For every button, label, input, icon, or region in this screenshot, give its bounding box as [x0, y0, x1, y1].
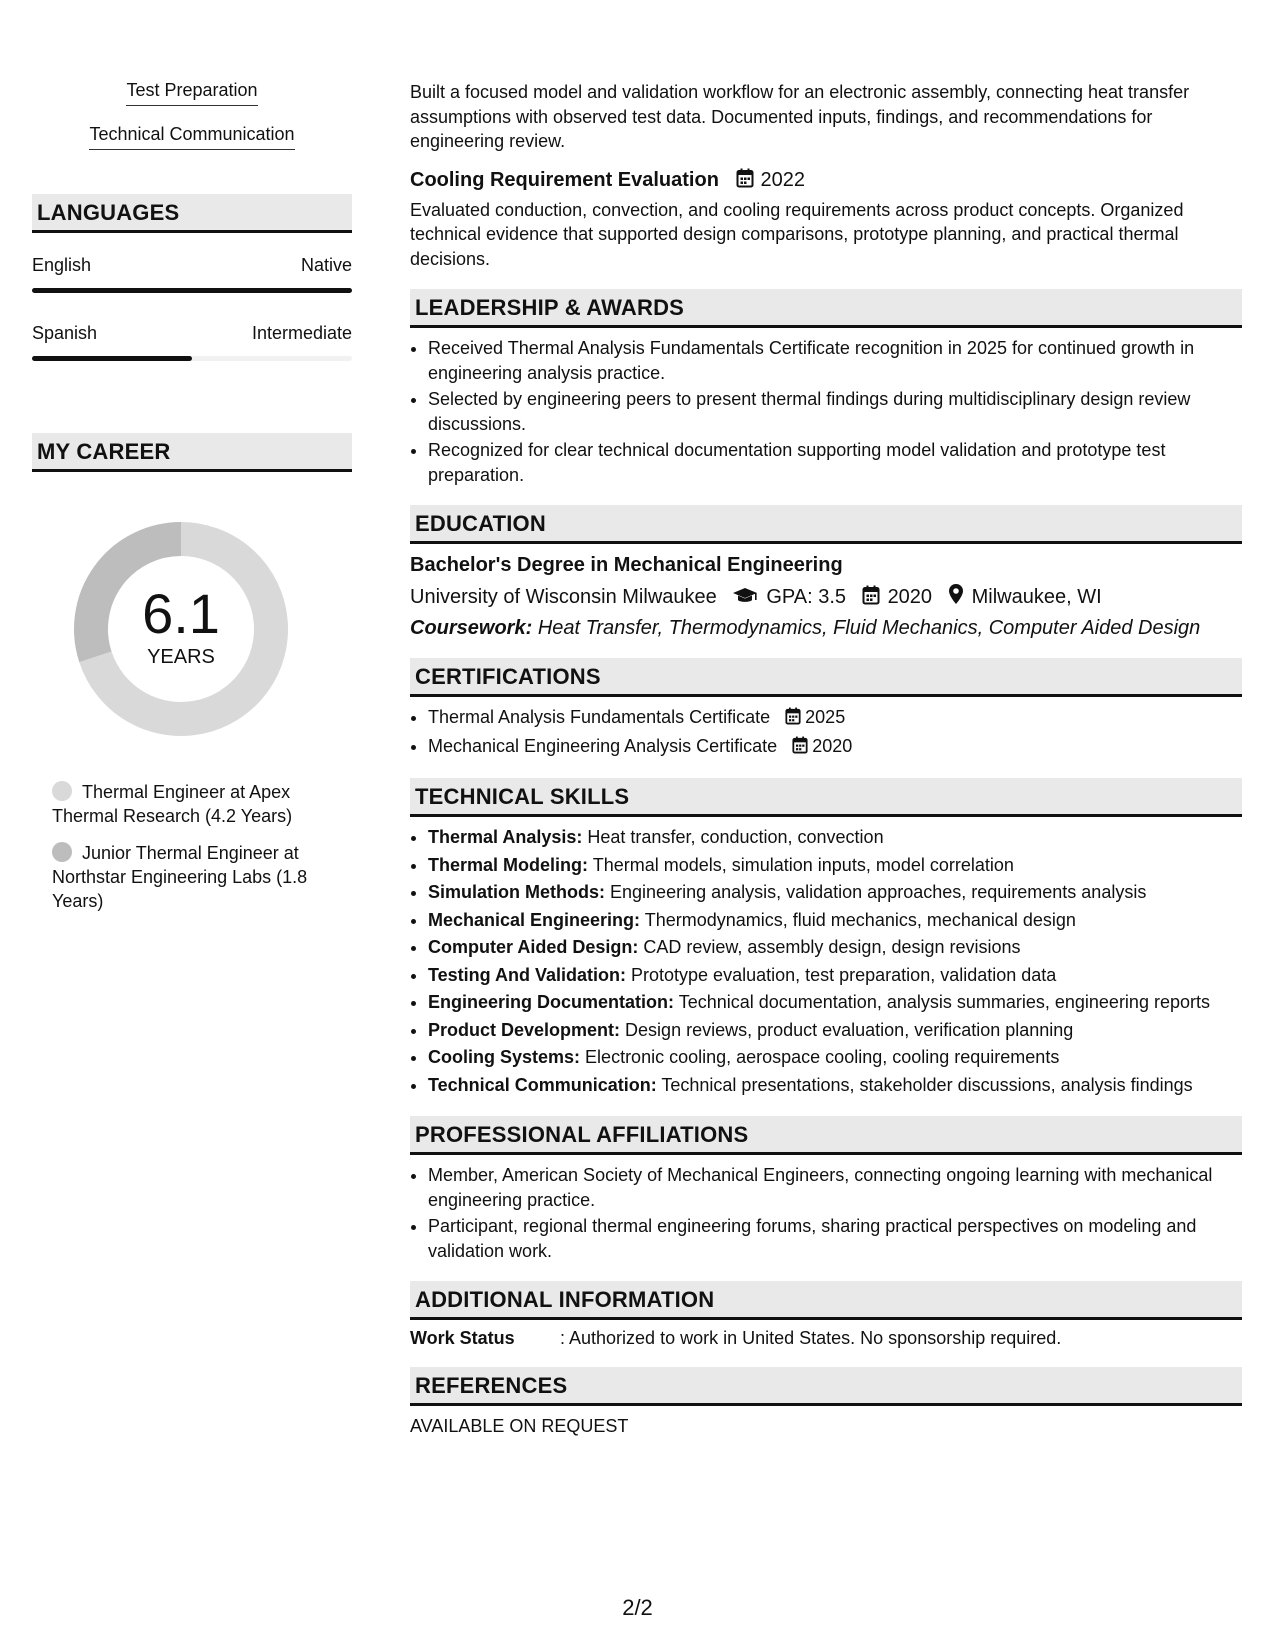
calendar-icon — [862, 585, 880, 611]
list-item: • Thermal Modeling: Thermal models, simulation inputs, model correlation — [428, 853, 1242, 879]
page-number: 2/2 — [622, 1595, 653, 1620]
coursework: Coursework: Heat Transfer, Thermodynamics, Fluid Mechanics, Computer Aided Design — [410, 617, 1201, 639]
list-item: • Recognized for clear technical documentation supporting model validation and prototype test preparation. — [428, 438, 1242, 487]
calendar-icon — [785, 707, 801, 732]
education-heading: EDUCATION — [410, 505, 1242, 544]
career-legend — [32, 780, 352, 913]
career-legend-item: Thermal Engineer at Apex Thermal Research (4.2 Years) — [52, 782, 293, 826]
leadership-heading: LEADERSHIP & AWARDS — [410, 289, 1242, 328]
school-location: Milwaukee, WI — [971, 586, 1102, 608]
affiliations-list — [410, 1163, 1242, 1263]
list-item: • Testing And Validation: Prototype evaluation, test preparation, validation data — [428, 963, 1242, 989]
language-bar — [32, 288, 352, 293]
list-item: • Participant, regional thermal engineering forums, sharing practical perspectives on modeling and validation work. — [428, 1214, 1242, 1263]
list-item: • Selected by engineering peers to present thermal findings during multidisciplinary design review discussions. — [428, 387, 1242, 436]
list-item: • Technical Communication: Technical presentations, stakeholder discussions, analysis findings — [428, 1073, 1242, 1099]
career-total-years: 6.1 — [142, 582, 220, 645]
school-name: University of Wisconsin Milwaukee — [410, 586, 717, 608]
list-item: • Computer Aided Design: CAD review, assembly design, design revisions — [428, 935, 1242, 961]
list-item: • Mechanical Engineering: Thermodynamics, fluid mechanics, mechanical design — [428, 908, 1242, 934]
list-item: • Cooling Systems: Electronic cooling, aerospace cooling, cooling requirements — [428, 1045, 1242, 1071]
skills-list — [410, 825, 1242, 1098]
language-bar-fill — [32, 356, 192, 361]
leadership-list — [410, 336, 1242, 487]
affiliations-heading: PROFESSIONAL AFFILIATIONS — [410, 1116, 1242, 1155]
project-year: 2022 — [760, 168, 805, 191]
list-item: • Thermal Analysis Fundamentals Certificate 2025 — [428, 705, 1242, 732]
language-english — [32, 255, 352, 293]
gpa: GPA: 3.5 — [766, 586, 846, 608]
graduation-year: 2020 — [887, 586, 933, 608]
list-item: • Received Thermal Analysis Fundamentals Certificate recognition in 2025 for continued growth in engineering analysis practice. — [428, 336, 1242, 385]
skill-tag: Technical Communication — [32, 124, 352, 150]
skill-tag: Test Preparation — [32, 80, 352, 106]
certifications-list — [410, 705, 1242, 760]
career-total-unit: YEARS — [147, 646, 215, 668]
references-text: AVAILABLE ON REQUEST — [410, 1416, 629, 1436]
career-heading: MY CAREER — [32, 433, 352, 472]
references-heading: REFERENCES — [410, 1367, 1242, 1406]
languages-heading: LANGUAGES — [32, 194, 352, 233]
project-title: Cooling Requirement Evaluation 2022 — [410, 168, 1242, 194]
list-item: • Engineering Documentation: Technical documentation, analysis summaries, engineering reports — [428, 990, 1242, 1016]
skills-heading: TECHNICAL SKILLS — [410, 778, 1242, 817]
list-item: • Thermal Analysis: Heat transfer, conduction, convection — [428, 825, 1242, 851]
calendar-icon — [736, 168, 754, 194]
sidebar — [32, 80, 352, 926]
legend-dot-icon — [52, 842, 72, 862]
main-content — [410, 80, 1242, 1437]
list-item: • Mechanical Engineering Analysis Certificate 2020 — [428, 734, 1242, 761]
work-status-value: : Authorized to work in United States. No sponsorship required. — [560, 1328, 1062, 1348]
graduation-cap-icon — [732, 587, 758, 611]
additional-info-heading: ADDITIONAL INFORMATION — [410, 1281, 1242, 1320]
language-level: Native — [300, 255, 352, 275]
work-status-row — [410, 1328, 1242, 1349]
language-bar — [32, 356, 352, 361]
language-bar-fill — [32, 288, 352, 293]
list-item: • Product Development: Design reviews, product evaluation, verification planning — [428, 1018, 1242, 1044]
career-donut-chart — [66, 514, 296, 744]
language-name: English — [32, 255, 92, 275]
language-spanish — [32, 323, 352, 361]
language-name: Spanish — [32, 323, 98, 343]
list-item: • Member, American Society of Mechanical Engineers, connecting ongoing learning with mechanical engineering practice. — [428, 1163, 1242, 1212]
career-legend-item: Junior Thermal Engineer at Northstar Engineering Labs (1.8 Years) — [52, 843, 308, 911]
calendar-icon — [792, 736, 808, 761]
list-item: • Simulation Methods: Engineering analysis, validation approaches, requirements analysis — [428, 880, 1242, 906]
degree-title: Bachelor's Degree in Mechanical Engineering — [410, 554, 843, 576]
certifications-heading: CERTIFICATIONS — [410, 658, 1242, 697]
legend-dot-icon — [52, 781, 72, 801]
location-pin-icon — [948, 583, 964, 611]
project-description: Built a focused model and validation workflow for an electronic assembly, connecting heat transfer assumptions with observed test data. Documented inputs, findings, and recommendations for engineering review. — [410, 82, 1190, 151]
education-details — [410, 583, 1242, 611]
work-status-label: Work Status — [410, 1328, 515, 1348]
language-level: Intermediate — [251, 323, 352, 343]
project-description: Evaluated conduction, convection, and cooling requirements across product concepts. Organized technical evidence that supported design comparisons, prototype planning, and practical thermal decisions. — [410, 199, 1184, 269]
